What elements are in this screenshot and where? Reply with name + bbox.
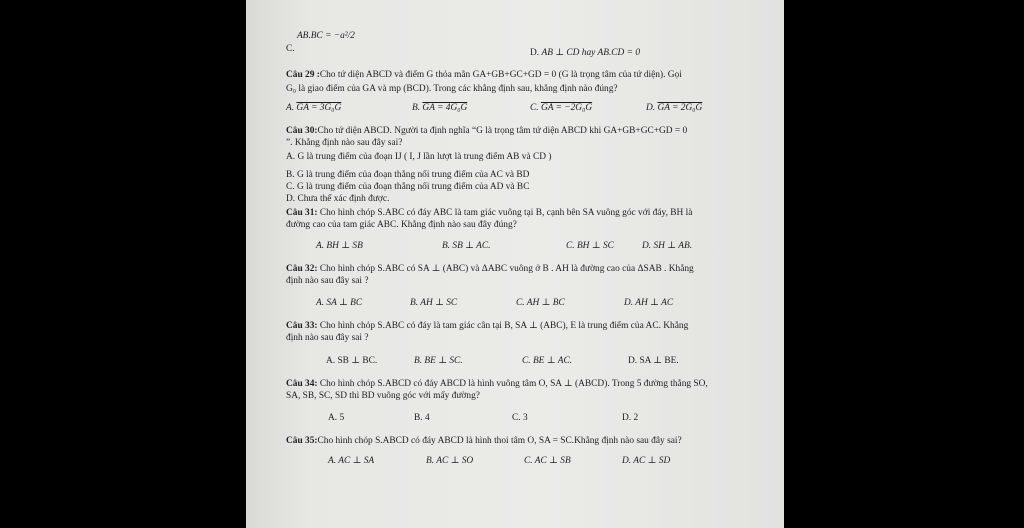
prev-option-d [530, 48, 640, 59]
q29-option-d-text: GA = 2G₀G [657, 103, 703, 113]
q29-option-c-label: C. [530, 103, 539, 113]
prev-option-c-label: C. [286, 44, 295, 54]
q33-heading: Câu 33: [286, 321, 318, 331]
prev-option-c [286, 31, 355, 55]
q35-option-d: D. AC ⊥ SD [622, 456, 671, 466]
q29-option-b [412, 103, 467, 114]
q30-text-1: Cho tứ diện ABCD. Người ta định nghĩa “G là trọng tâm tứ diện ABCD khi GA+GB+GC+GD = 0 [317, 126, 688, 136]
q29-line2: G₀ là giao điểm của GA và mp (BCD). Trong các khẳng định sau, khẳng định nào đúng? [286, 84, 618, 94]
q33-option-a: A. SB ⊥ BC. [326, 356, 378, 366]
q30-line1 [286, 126, 687, 137]
q34-line1 [286, 379, 708, 390]
q34-line2: SA, SB, SC, SD thì BD vuông góc với mấy đường? [286, 391, 480, 401]
prev-option-c-expr: AB.BC = −a²/2 [296, 31, 355, 41]
q29-option-a-text: GA = 3G₀G [296, 103, 342, 113]
prev-option-d-label: D. [530, 48, 540, 58]
q34-option-a: A. 5 [328, 413, 345, 423]
q31-option-b: B. SB ⊥ AC. [442, 241, 491, 251]
q30-option-d: D. Chưa thể xác định được. [286, 194, 390, 204]
q31-heading: Câu 31: [286, 208, 318, 218]
q35-option-b: B. AC ⊥ SO [426, 456, 474, 466]
exam-page [246, 0, 784, 528]
q29-option-c [530, 103, 592, 114]
q32-option-c: C. AH ⊥ BC [516, 298, 565, 308]
q29-heading: Câu 29 : [286, 70, 320, 80]
q29-option-d-label: D. [646, 103, 656, 113]
q33-text-1: Cho hình chóp S.ABC có đáy là tam giác cân tại B, SA ⊥ (ABC), E là trung điểm của AC. Khẳng [319, 321, 689, 331]
q29-option-a-label: A. [286, 103, 295, 113]
q32-heading: Câu 32: [286, 264, 318, 274]
q34-option-b: B. 4 [414, 413, 430, 423]
q29-text-1: Cho tứ diện ABCD và điểm G thỏa mãn GA+GB+GC+GD = 0 (G là trọng tâm của tứ diện). Gọi [319, 70, 682, 80]
q34-text-1: Cho hình chóp S.ABCD có đáy ABCD là hình vuông tâm O, SA ⊥ (ABCD). Trong 5 đường thẳng SO, [319, 379, 708, 389]
q29-option-a [286, 103, 341, 114]
q30-line2: ”. Khẳng định nào sau đây sai? [286, 138, 403, 148]
q29-option-c-text: GA = −2G₀G [540, 103, 593, 113]
q34-option-d: D. 2 [622, 413, 639, 423]
q35-heading: Câu 35: [286, 436, 318, 446]
q29-option-d [646, 103, 702, 114]
q31-option-a: A. BH ⊥ SB [316, 241, 363, 251]
q32-option-a: A. SA ⊥ BC [316, 298, 363, 308]
q30-option-b: B. G là trung điểm của đoạn thẳng nối trung điểm của AC và BD [286, 170, 530, 180]
q30-heading: Câu 30: [286, 126, 318, 136]
q33-line2: định nào sau đây sai ? [286, 333, 369, 343]
q32-line1 [286, 264, 694, 275]
q34-option-c: C. 3 [512, 413, 528, 423]
q35-text-1: Cho hình chóp S.ABCD có đáy ABCD là hình thoi tâm O, SA = SC.Khẳng định nào sau đây sai? [317, 436, 682, 446]
prev-option-d-expr: AB ⊥ CD hay AB.CD = 0 [541, 48, 641, 58]
q33-line1 [286, 321, 688, 332]
q31-text-1: Cho hình chóp S.ABC có đáy ABC là tam giác vuông tại B, cạnh bên SA vuông góc với đáy, BH là [319, 208, 693, 218]
q32-line2: định nào sau đây sai ? [286, 276, 369, 286]
q32-text-1: Cho hình chóp S.ABC có SA ⊥ (ABC) và ΔABC vuông ở B . AH là đường cao của ΔSAB . Khẳng [319, 264, 694, 274]
q33-option-c: C. BE ⊥ AC. [522, 356, 573, 366]
q30-option-a: A. G là trung điểm của đoạn IJ ( I, J lần lượt là trung điểm AB và CD ) [286, 152, 552, 162]
q29-line1 [286, 70, 682, 81]
q30-option-c: C. G là trung điểm của đoạn thẳng nối trung điểm của AD và BC [286, 182, 530, 192]
q29-option-b-label: B. [412, 103, 421, 113]
q35-option-c: C. AC ⊥ SB [524, 456, 571, 466]
q33-option-d: D. SA ⊥ BE. [628, 356, 679, 366]
q33-option-b: B. BE ⊥ SC. [414, 356, 463, 366]
q31-option-c: C. BH ⊥ SC [566, 241, 614, 251]
q32-option-b: B. AH ⊥ SC [410, 298, 458, 308]
q35-line1 [286, 436, 682, 447]
q29-option-b-text: GA = 4G₀G [422, 103, 468, 113]
q31-line1 [286, 208, 692, 219]
q31-option-d: D. SH ⊥ AB. [642, 241, 693, 251]
q32-option-d: D. AH ⊥ AC [624, 298, 674, 308]
q34-heading: Câu 34: [286, 379, 318, 389]
q35-option-a: A. AC ⊥ SA [328, 456, 375, 466]
q31-line2: đường cao của tam giác ABC. Khẳng định nào sau đây đúng? [286, 220, 517, 230]
